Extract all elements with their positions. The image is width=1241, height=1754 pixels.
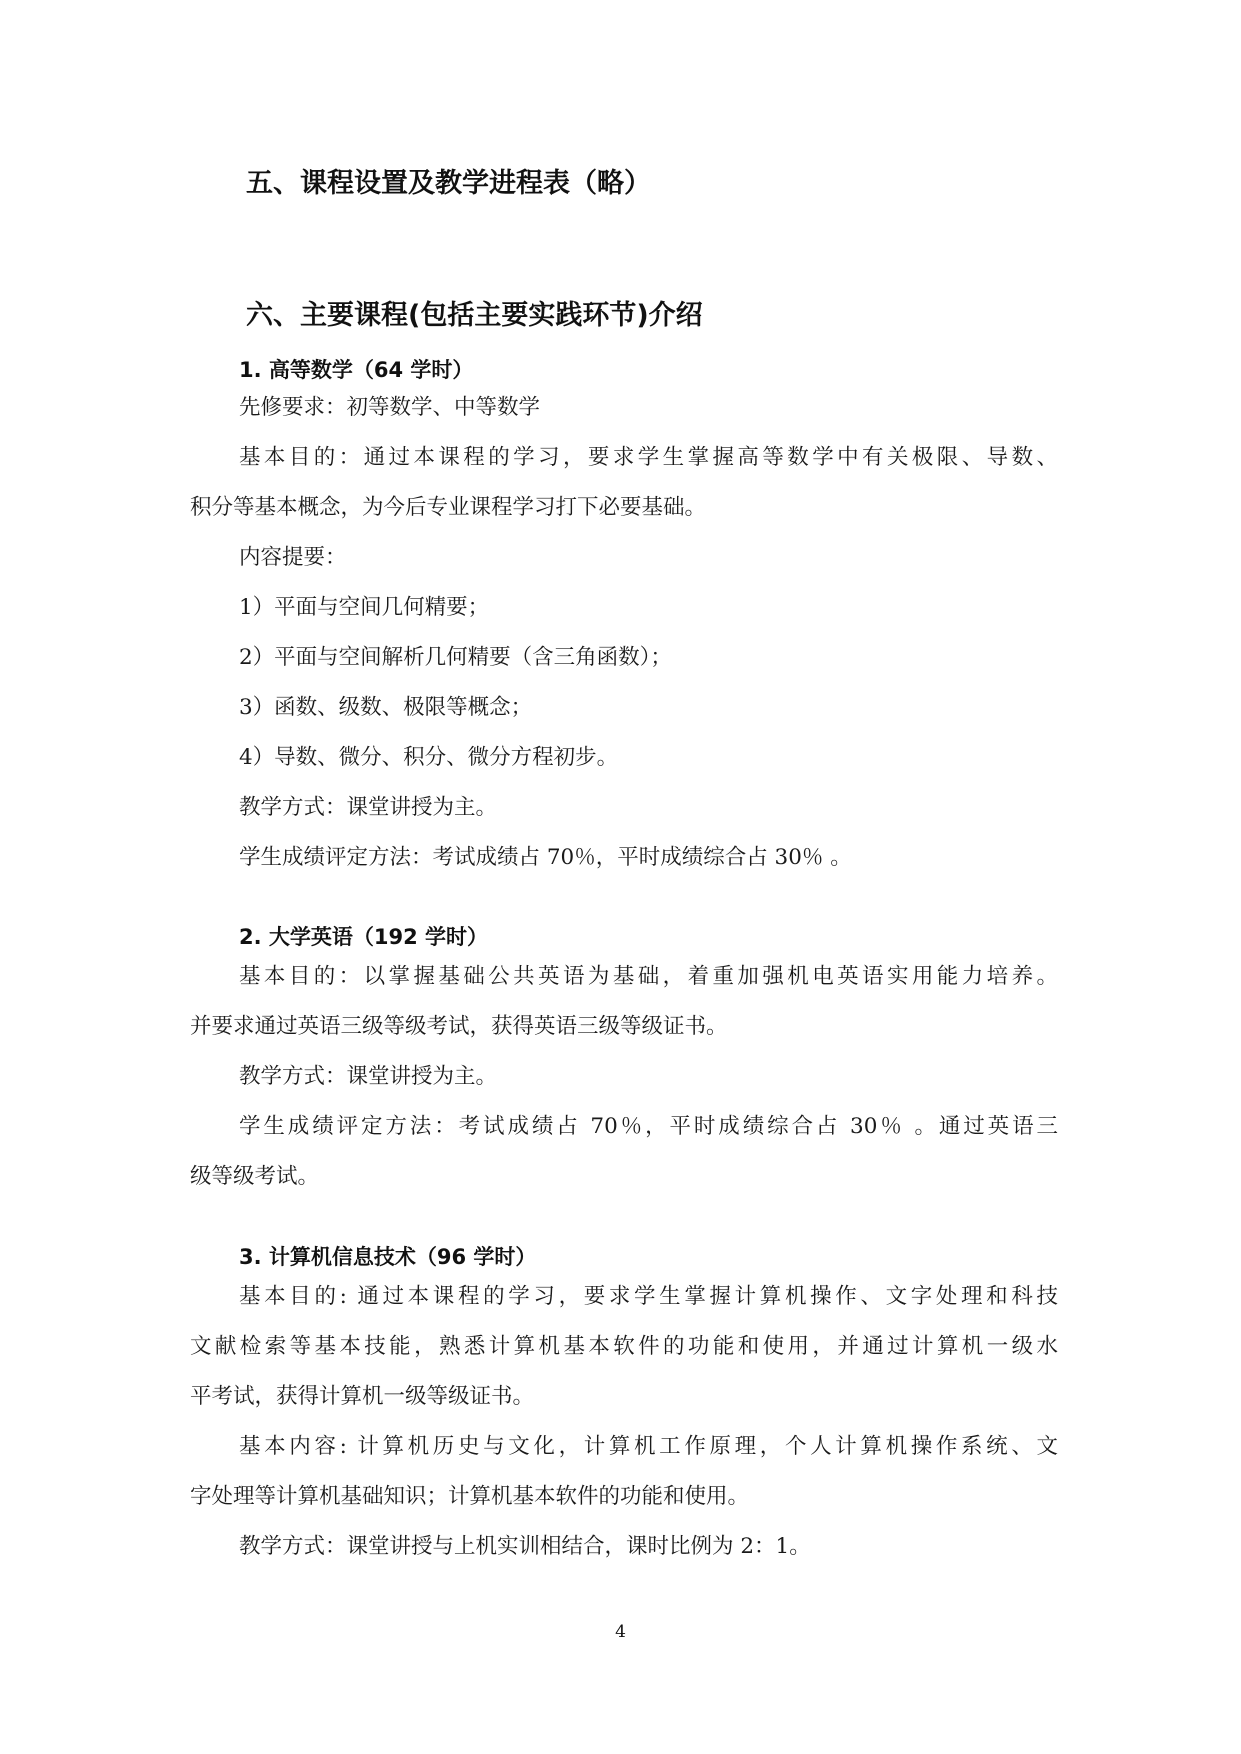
course-1-content-item-3: 3）函数、级数、极限等概念； bbox=[239, 695, 533, 720]
course-2-assessment-line-2: 级等级考试。 bbox=[190, 1164, 320, 1189]
course-1-objective-line-2: 积分等基本概念，为今后专业课程学习打下必要基础。 bbox=[190, 495, 707, 520]
section-6-title: 六、主要课程(包括主要实践环节)介绍 bbox=[246, 300, 703, 331]
course-2-objective-line-1: 基本目的：以掌握基础公共英语为基础，着重加强机电英语实用能力培养。 bbox=[239, 964, 1058, 989]
section-5-title: 五、课程设置及教学进程表（略） bbox=[246, 168, 651, 199]
course-2-teaching-method: 教学方式：课堂讲授为主。 bbox=[239, 1064, 498, 1089]
course-1-teaching-method: 教学方式：课堂讲授为主。 bbox=[239, 795, 498, 820]
course-3-teaching-method: 教学方式：课堂讲授与上机实训相结合，课时比例为 2：1。 bbox=[239, 1534, 811, 1559]
course-1-content-item-4: 4）导数、微分、积分、微分方程初步。 bbox=[239, 745, 619, 770]
page-number: 4 bbox=[615, 1622, 626, 1642]
course-3-objective-line-2: 文献检索等基本技能，熟悉计算机基本软件的功能和使用，并通过计算机一级水 bbox=[190, 1334, 1058, 1359]
course-3-heading: 3. 计算机信息技术（96 学时） bbox=[239, 1245, 537, 1269]
course-1-content-label: 内容提要： bbox=[239, 545, 347, 570]
course-1-content-item-2: 2）平面与空间解析几何精要（含三角函数）； bbox=[239, 645, 672, 670]
course-3-objective-line-1: 基本目的: 通过本课程的学习，要求学生掌握计算机操作、文字处理和科技 bbox=[239, 1284, 1058, 1309]
course-3-content-line-1: 基本内容: 计算机历史与文化，计算机工作原理，个人计算机操作系统、文 bbox=[239, 1434, 1058, 1459]
course-2-heading: 2. 大学英语（192 学时） bbox=[239, 925, 489, 949]
course-2-objective-line-2: 并要求通过英语三级等级考试，获得英语三级等级证书。 bbox=[190, 1014, 728, 1039]
course-2-assessment-line-1: 学生成绩评定方法：考试成绩占 70％，平时成绩综合占 30％ 。通过英语三 bbox=[239, 1114, 1058, 1139]
course-1-heading: 1. 高等数学（64 学时） bbox=[239, 358, 474, 382]
course-1-prerequisites: 先修要求：初等数学、中等数学 bbox=[239, 395, 541, 420]
course-1-objective-line-1: 基本目的：通过本课程的学习，要求学生掌握高等数学中有关极限、导数、 bbox=[239, 445, 1058, 470]
course-1-content-item-1: 1）平面与空间几何精要； bbox=[239, 595, 490, 620]
course-1-assessment: 学生成绩评定方法：考试成绩占 70％，平时成绩综合占 30％ 。 bbox=[239, 845, 852, 870]
course-3-content-line-2: 字处理等计算机基础知识；计算机基本软件的功能和使用。 bbox=[190, 1484, 750, 1509]
course-3-objective-line-3: 平考试，获得计算机一级等级证书。 bbox=[190, 1384, 535, 1409]
